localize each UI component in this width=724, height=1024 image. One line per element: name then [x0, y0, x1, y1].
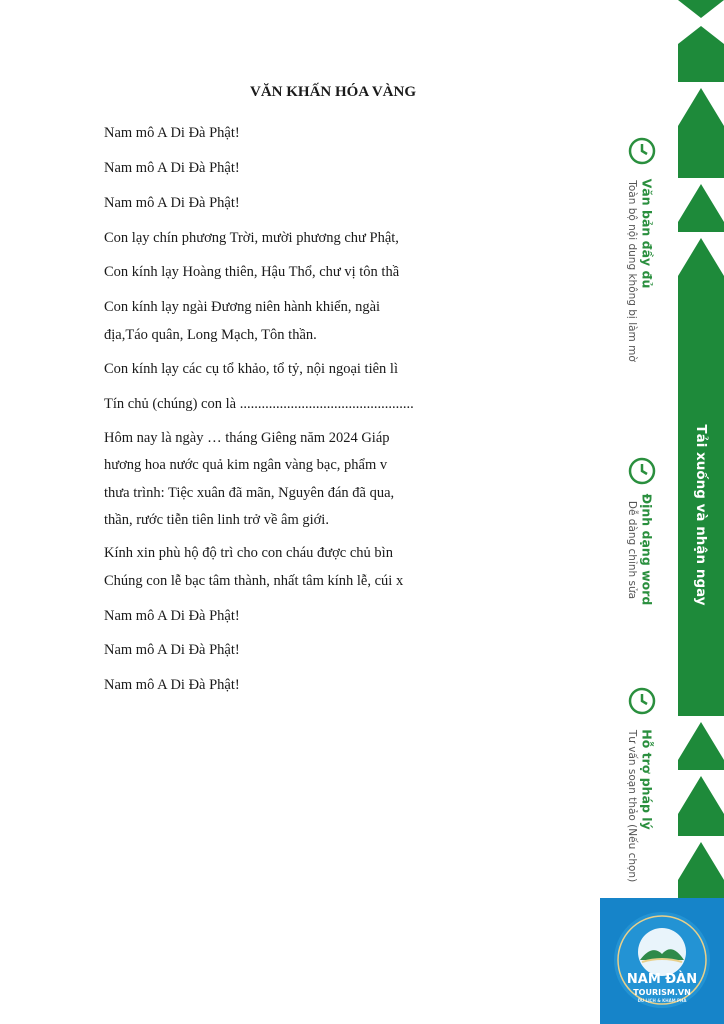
chevron-up-icon — [678, 178, 724, 222]
feature-title: Văn bản đầy đủ — [639, 178, 655, 289]
document-line: địa,Táo quân, Long Mạch, Tôn thần. — [104, 327, 317, 343]
logo-tagline: DU LỊCH & KHÁM PHÁ — [637, 998, 687, 1003]
document-line: Nam mô A Di Đà Phật! — [104, 642, 240, 658]
chevron-up-icon — [678, 716, 724, 760]
feature-title: Định dạng word — [639, 493, 655, 606]
feature-subtitle: Dễ dàng chỉnh sửa — [626, 500, 638, 600]
feature-title: Hỗ trợ pháp lý — [639, 729, 655, 830]
feature-subtitle: Tư vấn soạn thảo (Nếu chọn) — [626, 729, 638, 883]
logo-name: NAM ĐÀN — [626, 972, 698, 987]
download-promo-banner[interactable] — [600, 0, 724, 1024]
chevron-up-icon — [678, 770, 724, 814]
document-title: VĂN KHẤN HÓA VÀNG — [250, 84, 416, 100]
chevron-up-icon — [678, 232, 724, 276]
clock-icon — [627, 456, 657, 486]
document-line: hương hoa nước quả kim ngân vàng bạc, phẩm v — [104, 457, 388, 473]
document-line: Con kính lạy ngài Đương niên hành khiển, ngài — [104, 299, 381, 315]
download-cta[interactable]: Tải xuống và nhận ngay — [693, 424, 709, 606]
document-line: Nam mô A Di Đà Phật! — [104, 608, 240, 624]
document-line: Con kính lạy các cụ tổ khảo, tổ tỷ, nội ngoại tiên lì — [104, 361, 398, 377]
nam-dan-tourism-logo[interactable] — [600, 898, 724, 1024]
document-line: thưa trình: Tiệc xuân đã mãn, Nguyên đán đã qua, — [104, 485, 395, 501]
document-line: Tín chủ (chúng) con là ................................................ — [104, 396, 414, 412]
document-line: Nam mô A Di Đà Phật! — [104, 160, 240, 176]
document-line: Con lạy chín phương Trời, mười phương chư Phật, — [104, 230, 399, 246]
document-line: Nam mô A Di Đà Phật! — [104, 125, 240, 141]
logo-site: TOURISM.VN — [633, 988, 691, 997]
clock-icon — [627, 136, 657, 166]
chevron-down-icon — [678, 0, 724, 44]
document-line: Nam mô A Di Đà Phật! — [104, 677, 240, 693]
chevron-up-icon — [678, 82, 724, 126]
document-line: thần, rước tiễn tiên linh trở về âm giới. — [104, 512, 329, 528]
feature-subtitle: Toàn bộ nội dung không bị làm mờ — [626, 180, 638, 362]
logo-emblem-icon — [600, 898, 724, 1024]
clock-icon — [627, 686, 657, 716]
document-line: Chúng con lễ bạc tâm thành, nhất tâm kính lễ, cúi x — [104, 573, 404, 589]
document-line: Nam mô A Di Đà Phật! — [104, 195, 240, 211]
document-line: Con kính lạy Hoàng thiên, Hậu Thổ, chư vị tôn thầ — [104, 264, 400, 280]
document-line: Kính xin phù hộ độ trì cho con cháu được chủ bìn — [104, 545, 393, 561]
chevron-up-icon — [678, 836, 724, 880]
document-line: Hôm nay là ngày … tháng Giêng năm 2024 Giáp — [104, 430, 390, 446]
